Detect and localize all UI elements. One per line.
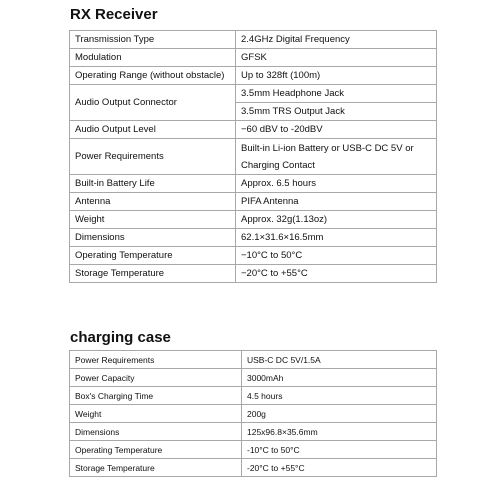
spec-label: Operating Temperature <box>70 441 242 459</box>
spec-value: -20°C to +55°C <box>242 459 437 477</box>
table-row <box>70 229 437 247</box>
table-row <box>70 31 437 49</box>
table-row <box>70 139 437 175</box>
spec-label: Operating Range (without obstacle) <box>70 67 236 85</box>
table-row <box>70 211 437 229</box>
spec-value: −20°C to +55°C <box>236 265 437 283</box>
spec-value: Approx. 32g(1.13oz) <box>236 211 437 229</box>
spec-label: Box's Charging Time <box>70 387 242 405</box>
spec-label: Weight <box>70 405 242 423</box>
spec-label: Transmission Type <box>70 31 236 49</box>
table-row <box>70 85 437 103</box>
table-row <box>70 175 437 193</box>
spec-value: -10°C to 50°C <box>242 441 437 459</box>
table-row <box>70 369 437 387</box>
spec-value: 125x96.8×35.6mm <box>242 423 437 441</box>
spec-value: 3000mAh <box>242 369 437 387</box>
table-row <box>70 351 437 369</box>
rx-receiver-title: RX Receiver <box>70 6 158 23</box>
spec-value: USB-C DC 5V/1.5A <box>242 351 437 369</box>
spec-label: Modulation <box>70 49 236 67</box>
spec-value: 3.5mm Headphone Jack <box>236 85 437 103</box>
spec-label: Built-in Battery Life <box>70 175 236 193</box>
charging-case-title: charging case <box>70 329 171 346</box>
table-row <box>70 265 437 283</box>
spec-value-line: Built-in Li-ion Battery or USB-C DC 5V or <box>241 142 414 154</box>
spec-label: Dimensions <box>70 423 242 441</box>
spec-label: Power Capacity <box>70 369 242 387</box>
table-row <box>70 423 437 441</box>
spec-value: GFSK <box>236 49 437 67</box>
table-row <box>70 441 437 459</box>
charging-case-spec-table <box>69 350 437 477</box>
spec-label: Antenna <box>70 193 236 211</box>
spec-label: Dimensions <box>70 229 236 247</box>
spec-label: Operating Temperature <box>70 247 236 265</box>
table-row <box>70 459 437 477</box>
spec-value: −10°C to 50°C <box>236 247 437 265</box>
table-row <box>70 193 437 211</box>
spec-value: 62.1×31.6×16.5mm <box>236 229 437 247</box>
spec-label: Storage Temperature <box>70 459 242 477</box>
spec-value: 4.5 hours <box>242 387 437 405</box>
spec-value <box>236 139 437 175</box>
spec-value: Up to 328ft (100m) <box>236 67 437 85</box>
spec-value: 200g <box>242 405 437 423</box>
spec-value: 2.4GHz Digital Frequency <box>236 31 437 49</box>
spec-label: Power Requirements <box>70 351 242 369</box>
spec-value: 3.5mm TRS Output Jack <box>236 103 437 121</box>
spec-label: Storage Temperature <box>70 265 236 283</box>
table-row <box>70 387 437 405</box>
spec-value: −60 dBV to -20dBV <box>236 121 437 139</box>
rx-receiver-spec-table <box>69 30 437 283</box>
spec-label: Weight <box>70 211 236 229</box>
table-row <box>70 49 437 67</box>
spec-label: Audio Output Connector <box>70 85 236 121</box>
spec-value: PIFA Antenna <box>236 193 437 211</box>
spec-label: Power Requirements <box>70 139 236 175</box>
spec-label: Audio Output Level <box>70 121 236 139</box>
table-row <box>70 247 437 265</box>
spec-value-line: Charging Contact <box>241 159 315 171</box>
table-row <box>70 121 437 139</box>
table-row <box>70 405 437 423</box>
spec-value: Approx. 6.5 hours <box>236 175 437 193</box>
table-row <box>70 67 437 85</box>
